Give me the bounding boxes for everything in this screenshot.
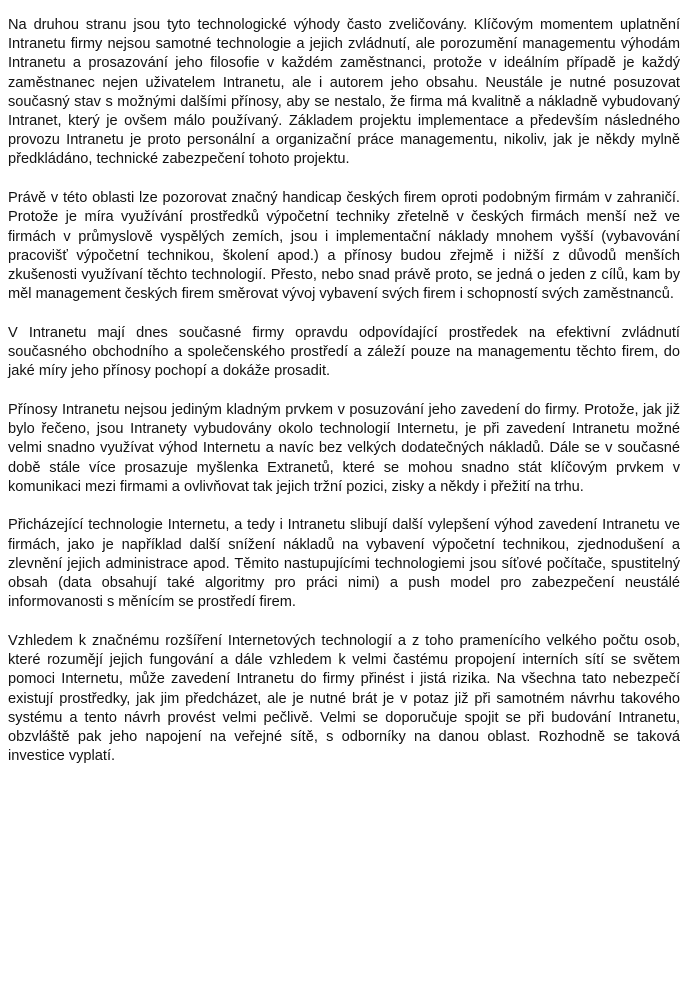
paragraph-upcoming-tech: Přicházející technologie Internetu, a tedy i Intranetu slibují další vylepšení výhod zavedení Intranetu ve firmách, jako je například další snížení nákladů na vybavení výpočetní technikou, zjednodušení a zlevnění jejich administrace apod. Těmito nastupujícími technologiemi jsou síťové počítače, spustitelný obsah (data obsahují také algoritmy pro práci nimi) a push model pro zabezpečení neustálé informovanosti s měnícím se prostředí firem. xyxy=(8,517,680,611)
paragraph-intranet-benefits: Přínosy Intranetu nejsou jediným kladným prvkem v posuzování jeho zavedení do firmy. Protože, jak již bylo řečeno, jsou Intranety vybudovány okolo technologií Internetu, je při zavedení Intranetu možné velmi snadno využívat výhod Internetu a navíc bez velkých dodatečných nákladů. Dále se v současné době stále více prosazuje myšlenka Extranetů, které se mohou snadno stát klíčovým prvkem v komunikaci mezi firmami a ovlivňovat tak jejich tržní pozici, zisky a někdy i přežití na trhu. xyxy=(8,401,680,495)
paragraph-intranet-tool: V Intranetu mají dnes současné firmy opravdu odpovídající prostředek na efektivní zvládnutí současného obchodního a společenského prostředí a záleží pouze na managementu těchto firem, do jaké míry jeho přínosy pochopí a dokáže prosadit. xyxy=(8,324,680,380)
document-page xyxy=(8,16,680,786)
paragraph-tech-advantages: Na druhou stranu jsou tyto technologické výhody často zveličovány. Klíčovým momentem uplatnění Intranetu firmy nejsou samotné technologie a jejich zvládnutí, ale porozumění managementu výhodám Intranetu a prosazování jeho filosofie v každém zaměstnanci, protože v ideálním případě je každý zaměstnanec nejen uživatelem Intranetu, ale i autorem jeho obsahu. Neustále je nutné posuzovat současný stav s možnými dalšími přínosy, aby se nestalo, že firma má kvalitně a nákladně vybudovaný Intranet, který je ovšem málo používaný. Základem projektu implementace a především následného provozu Intranetu je proto personální a organizační práce managementu, nikoliv, jak je někdy mylně předkládáno, technické zabezpečení tohoto projektu. xyxy=(8,17,680,168)
paragraph-czech-handicap: Právě v této oblasti lze pozorovat značný handicap českých firem oproti podobným firmám v zahraničí. Protože je míra využívání prostředků výpočetní techniky zřetelně v českých firmách menší než ve firmách v průmyslově vyspělých zemích, jsou i implementační náklady mnohem vyšší (vybavování pracovišť výpočetní technikou, školení apod.) a přínosy budou zřejmě i nižší z důvodů menších zkušenosti využívaní těchto technologií. Přesto, nebo snad právě proto, se jedná o jeden z cílů, kam by měl management českých firem směrovat vývoj vybavení svých firem i schopností svých zaměstnanců. xyxy=(8,190,680,303)
paragraph-risks: Vzhledem k značnému rozšíření Internetových technologií a z toho pramenícího velkého počtu osob, které rozumějí jejich fungování a dále vzhledem k velmi častému propojení interních sítí se světem pomoci Internetu, může zavedení Intranetu do firmy přinést i jistá rizika. Na všechna tato nebezpečí existují prostředky, jak jim předcházet, ale je nutné brát je v potaz již při samotném návrhu takového systému a tento návrh provést velmi pečlivě. Velmi se doporučuje spojit se při budování Intranetu, obzvláště pak jeho napojení na veřejné sítě, s odborníky na danou oblast. Rozhodně se taková investice vyplatí. xyxy=(8,632,680,765)
